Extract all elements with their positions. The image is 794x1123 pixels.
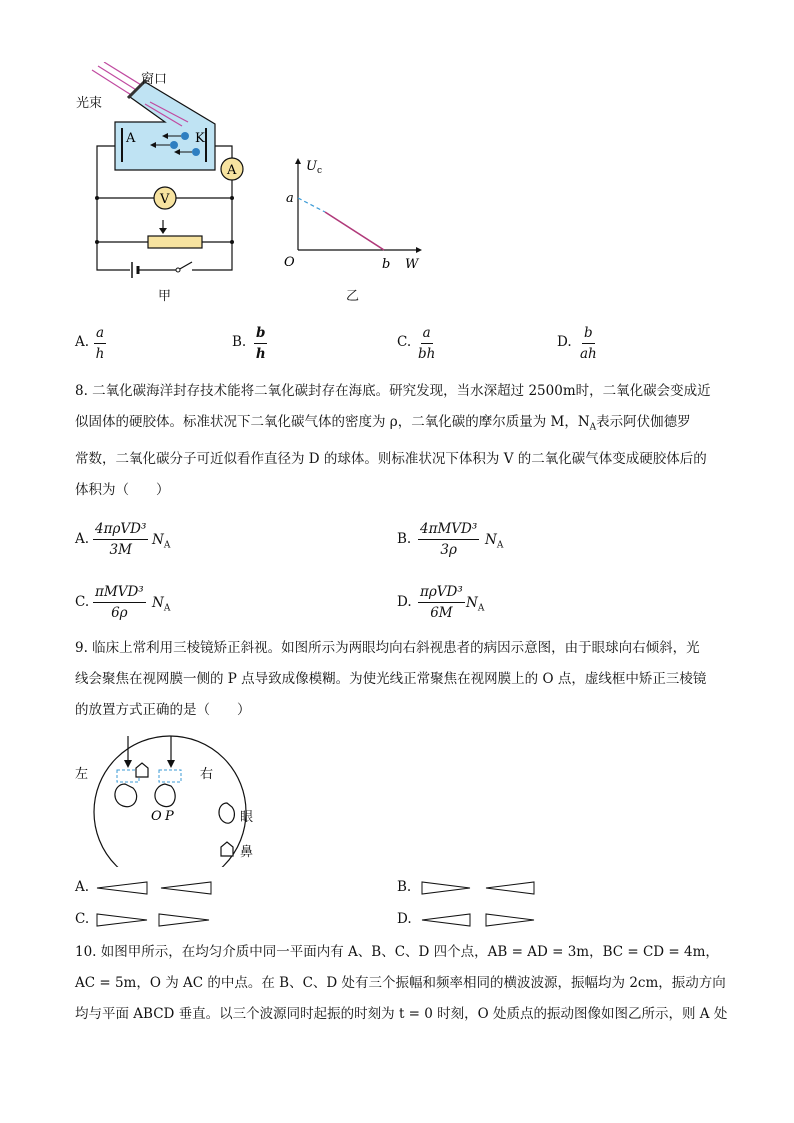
q7-option-d-formula: $\frac{b}{ah}$ (580, 325, 597, 362)
q9-option-c-letter: C. (75, 911, 90, 927)
ammeter-label: A (227, 163, 237, 178)
q7-option-c-formula: $\frac{a}{bh}$ (418, 325, 436, 362)
eye-left (115, 784, 137, 807)
q10-line-3: 均与平面 ABCD 垂直。以三个波源同时起振的时刻为 t = 0 时刻，O 处质点的振动图像如图乙所示，则 A 处 (75, 1006, 728, 1022)
q9-option-d-letter: D. (397, 911, 412, 927)
figure-caption-yi: 乙 (346, 289, 360, 304)
point-o-label: O (151, 809, 162, 824)
q9-option-a-prisms (95, 880, 215, 896)
q9-option-a-letter: A. (75, 879, 90, 895)
q8-option-a-formula: 4πρVD³ 3M (95, 521, 147, 558)
q8-line-2: 似固体的硬胶体。标准状况下二氧化碳气体的密度为 ρ，二氧化碳的摩尔质量为 M，$N_A$表示阿伏伽德罗 (75, 414, 691, 433)
electrode-k-label: K (195, 131, 205, 146)
q8-option-b-tail: $N_A$ (485, 532, 504, 551)
q7-option-c-letter: C. (397, 334, 412, 350)
legend-eye-icon (214, 801, 240, 827)
legend-nose-icon (219, 840, 235, 858)
q7-option-d-letter: D. (557, 334, 572, 350)
x-axis-label: W (405, 257, 419, 272)
q8-option-d-tail: $N_A$ (466, 595, 485, 614)
right-label: 右 (200, 767, 214, 782)
q9-option-b-prisms (420, 880, 540, 896)
q8-option-a-letter: A. (75, 531, 90, 547)
prism-box-right (159, 770, 181, 782)
q8-line-1: 8. 二氧化碳海洋封存技术能将二氧化碳封存在海底。研究发现，当水深超过 2500m时，二氧化碳会变成近 (75, 383, 711, 399)
q8-option-d-formula: πρVD³ 6M (420, 584, 463, 621)
q8-option-b-formula: 4πMVD³ 3ρ (420, 521, 478, 558)
q7-option-a-formula: $\frac{a}{h}$ (95, 325, 105, 362)
legend-eye-label: 眼 (240, 810, 254, 825)
q8-option-c-letter: C. (75, 594, 90, 610)
q9-option-d-prisms (420, 912, 540, 928)
q7-option-b-formula: $\frac{b}{h}$ (255, 325, 266, 362)
junction-dot (230, 240, 234, 244)
q9-line-1: 9. 临床上常利用三棱镜矫正斜视。如图所示为两眼均向右斜视患者的病因示意图，由于眼球向右倾斜，光 (75, 640, 700, 656)
graph-line (325, 212, 384, 250)
rheostat (148, 236, 202, 248)
q9-stem (75, 633, 735, 726)
q7-option-a-letter: A. (75, 334, 90, 350)
beam-label: 光束 (76, 96, 103, 111)
q8-option-d-letter: D. (397, 594, 412, 610)
junction-dot (95, 196, 99, 200)
electrode-a-label: A (126, 131, 136, 146)
q8-option-c-formula: πMVD³ 6ρ (95, 584, 144, 621)
graph-uc-w (280, 150, 430, 280)
y-axis-label: $U_c$ (306, 159, 323, 176)
nose-icon (136, 763, 148, 777)
intercept-b-label: b (382, 257, 391, 272)
intercept-a-label: a (286, 191, 294, 206)
q8-option-c-tail: $N_A$ (152, 595, 171, 614)
dashed-extension (298, 198, 325, 212)
q8-line-3: 常数，二氧化碳分子可近似看作直径为 D 的球体。则标准状况下体积为 V 的二氧化碳气体变成硬胶体后的 (75, 450, 707, 467)
q7-option-b-letter: B. (232, 334, 247, 350)
legend-nose-label: 鼻 (240, 845, 254, 860)
q8-option-a-tail: $N_A$ (152, 532, 171, 551)
q9-option-c-prisms (95, 912, 215, 928)
junction-dot (95, 240, 99, 244)
figure-caption-jia: 甲 (158, 289, 172, 304)
q8-stem (75, 376, 735, 506)
junction-dot (230, 196, 234, 200)
window-label: 窗口 (141, 72, 168, 87)
point-p-label: P (165, 809, 174, 824)
slider-arrow (159, 228, 167, 234)
q10-stem (75, 937, 735, 1030)
q8-option-b-letter: B. (397, 531, 412, 547)
q9-line-3: 的放置方式正确的是（ ） (75, 702, 251, 718)
q10-line-1: 10. 如图甲所示，在均匀介质中同一平面内有 A、B、C、D 四个点，AB = AD = 3m，BC = CD = 4m， (75, 944, 719, 960)
q8-line-4: 体积为（ ） (75, 481, 170, 498)
voltmeter-label: V (160, 192, 170, 207)
left-label: 左 (75, 767, 89, 782)
switch-node (176, 268, 180, 272)
q9-option-b-letter: B. (397, 879, 412, 895)
origin-label: O (284, 255, 295, 270)
q10-line-2: AC = 5m，O 为 AC 的中点。在 B、C、D 处有三个振幅和频率相同的横波波源，振幅均为 2cm，振动方向 (75, 975, 726, 991)
q9-line-2: 线会聚焦在视网膜一侧的 P 点导致成像模糊。为使光线正常聚焦在视网膜上的 O 点，虚线框中矫正三棱镜 (75, 671, 707, 687)
eye-right (155, 784, 175, 807)
